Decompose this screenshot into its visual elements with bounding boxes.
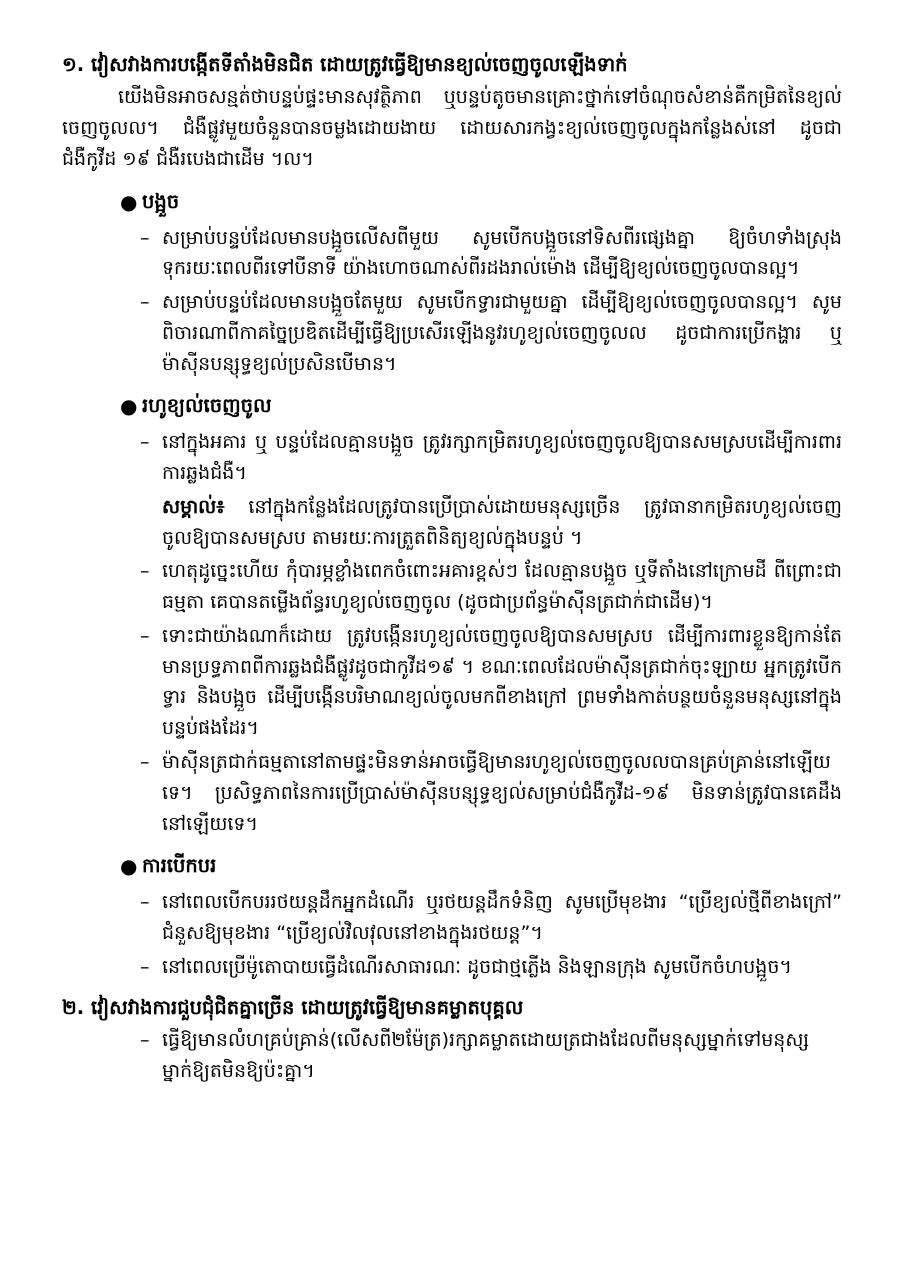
dash-mark-icon: – — [140, 431, 150, 454]
list-item — [62, 952, 842, 983]
document-section-1 — [62, 50, 842, 983]
dash-mark-icon: – — [140, 751, 150, 773]
dash-mark-icon: – — [140, 1028, 150, 1051]
bullet-dot-icon: ● — [120, 854, 138, 879]
list-item — [62, 223, 842, 285]
list-item-text: ធ្វើឱ្យមានលំហគ្រប់គ្រាន់(លើសពី២ម៉ែត្រ)រក្សាគម្លាតដោយត្រជាងដែលពីមនុស្សម្នាក់ទៅមនុស្សម្នាក់ឱ្យតមិនឱ្យប៉ះគ្នា។ — [162, 1028, 810, 1082]
note-text: សម្គាល់៖ នៅក្នុងកន្លែងដែលត្រូវបានប្រើប្រាស់ដោយមនុស្សច្រើន ត្រូវធានាកម្រិតរហូខ្យល់ចេញចូលឱ្យបានសមស្រប តាមរយៈការត្រួតពិនិត្យខ្យល់ក្នុងបន្ទប់ ។ — [162, 495, 842, 549]
bullet-label-ventilation: រហូខ្យល់ចេញចូល — [142, 394, 272, 418]
list-item — [62, 747, 842, 839]
note-item — [62, 492, 842, 554]
list-item — [62, 887, 842, 949]
bullet-group-heading-ventilation — [62, 391, 842, 421]
section-heading-1: ១. វៀសវាងការបង្កើតទីតាំងមិនជិត ដោយត្រូវធ្វើឱ្យមានខ្យល់ចេញចូលឡើងទាក់ — [62, 53, 628, 76]
list-item — [62, 427, 842, 489]
list-item-text: សម្រាប់បន្ទប់ដែលមានបង្អួចលើសពីមួយ សូមបើកបង្អួចនៅទិសពីរផ្សេងគ្នា ឱ្យចំហទាំងស្រុង ទុករយៈពេលពីរទៅបីនាទី យ៉ាងហោចណាស់ពីរដងរាល់ម៉ោង ដើម្បីឱ្យខ្យល់ចេញចូលបានល្អ។ — [162, 226, 842, 280]
dash-mark-icon: – — [140, 560, 150, 583]
bullet-group-heading-windows — [62, 187, 842, 217]
list-item-text: នៅពេលបើកបររថយន្តដឹកអ្នកដំណើរ ឬរថយន្តដឹកទំនិញ សូមប្រើមុខងារ “ប្រើខ្យល់ថ្មីពីខាងក្រៅ” ជំនួសឱ្យមុខងារ “ប្រើខ្យល់វិលវុលនៅខាងក្នុងរថយន្ត”។ — [162, 891, 842, 945]
dash-mark-icon: – — [140, 955, 150, 978]
list-item-text: ហេតុដូច្នេះហើយ កុំបារម្ភខ្លាំងពេកចំពោះអគារខ្ពស់ៗ ដែលគ្មានបង្អួច ឬទីតាំងនៅក្រោមដី ពីព្រោះជាធម្មតា គេបានតម្លើងព័ន្ធរហូខ្យល់ចេញចូល (ដូចជាប្រព័ន្ធម៉ាស៊ីនត្រជាក់ជាដើម)។ — [162, 560, 842, 614]
section-heading-2: ២. វៀសវាងការជួបជុំជិតគ្នាច្រើន ដោយត្រូវធ្វើឱ្យមានគម្លាតបុគ្គល — [62, 995, 524, 1019]
bullet-dot-icon: ● — [120, 189, 138, 214]
note-label: សម្គាល់៖ — [162, 495, 225, 518]
list-item-text: សម្រាប់បន្ទប់ដែលមានបង្អួចតែមួយ សូមបើកទ្វារជាមួយគ្នា ដើម្បីឱ្យខ្យល់ចេញចូលបានល្អ។ សូមពិចារណាពីកាគច្នៃប្រឌិតដើម្បីធ្វើឱ្យប្រសើរឡើងនូវរហូខ្យល់ចេញចូលល ដូចជាការប្រើកង្ហារ ឬម៉ាស៊ីនបន្សុទ្ធខ្យល់ប្រសិនបើមាន។ — [162, 291, 842, 375]
dash-mark-icon: – — [140, 891, 150, 914]
dash-mark-icon: – — [140, 226, 150, 249]
list-item — [62, 287, 842, 379]
list-item — [62, 621, 842, 744]
document-section-2 — [62, 993, 842, 1087]
dash-mark-icon: – — [140, 624, 150, 647]
bullet-dot-icon: ● — [120, 394, 138, 419]
dash-mark-icon: – — [140, 291, 150, 314]
bullet-group-heading-driving — [62, 851, 842, 881]
list-item-text: នៅក្នុងអគារ ឬ បន្ទប់ដែលគ្មានបង្អួច ត្រូវរក្សាកម្រិតរហូខ្យល់ចេញចូលឱ្យបានសមស្របដើម្បីការពារការឆ្លងជំងឺ។ — [162, 431, 842, 485]
list-item-text: នៅពេលប្រើម៉ូតោបាយធ្វើដំណើរសាធារណៈ ដូចជាថ្មភ្លើង និងឡានក្រុង សូមបើកចំហបង្អួច។ — [162, 955, 792, 978]
list-item-text: ម៉ាស៊ីនត្រជាក់ធម្មតានៅតាមផ្ទះមិនទាន់អាចធ្វើឱ្យមានរហូខ្យល់ចេញចូលលបានគ្រប់គ្រាន់នៅឡើយទេ។ ប្រសិទ្ធភាពនៃការប្រើប្រាស់ម៉ាស៊ីនបន្សុទ្ធខ្យល់សម្រាប់ជំងឺកូវីដ-១៩ មិនទាន់ត្រូវបានគេដឹងនៅឡើយទេ។ — [162, 751, 842, 835]
list-item-text: ទោះជាយ៉ាងណាក៏ដោយ ត្រូវបង្កើនរហូខ្យល់ចេញចូលឱ្យបានសមស្រប ដើម្បីការពារខ្លួនឱ្យកាន់តែមានប្រទ្ធភាពពីការឆ្លងជំងឺផ្លូវដូចជាកូវីដ១៩ ។ ខណៈពេលដែលម៉ាស៊ីនត្រជាក់ចុះឡ្យាយ អ្នកត្រូវបើកទ្វារ និងបង្អួច ដើម្បីបង្កើនបរិមាណខ្យល់ចូលមកពីខាងក្រៅ ព្រមទាំងកាត់បន្ថយចំនួនមនុស្សនៅក្នុងបន្ទប់ផងដែរ។ — [162, 624, 842, 740]
bullet-label-driving: ការបើកបរ — [142, 854, 217, 878]
list-item — [62, 1025, 842, 1087]
section-intro-paragraph-1: យើងមិនអាចសន្មត់ថាបន្ទប់ផ្ទះមានសុវត្ថិភាព ឬបន្ទប់តូចមានគ្រោះថ្នាក់ទៅចំណុចសំខាន់គឺកម្រិតនៃខ្យល់ចេញចូលល។ ជំងឺផ្លូវមួយចំនួនបានចម្លងដោយងាយ ដោយសារកង្វះខ្យល់ចេញចូលក្នុងកន្លែងស់នៅ ដូចជាជំងឺកូវីដ ១៩ ជំងឺរបេងជាដើម ។ល។ — [62, 86, 842, 170]
bullet-label-windows: បង្អួច — [142, 189, 180, 213]
list-item — [62, 556, 842, 618]
